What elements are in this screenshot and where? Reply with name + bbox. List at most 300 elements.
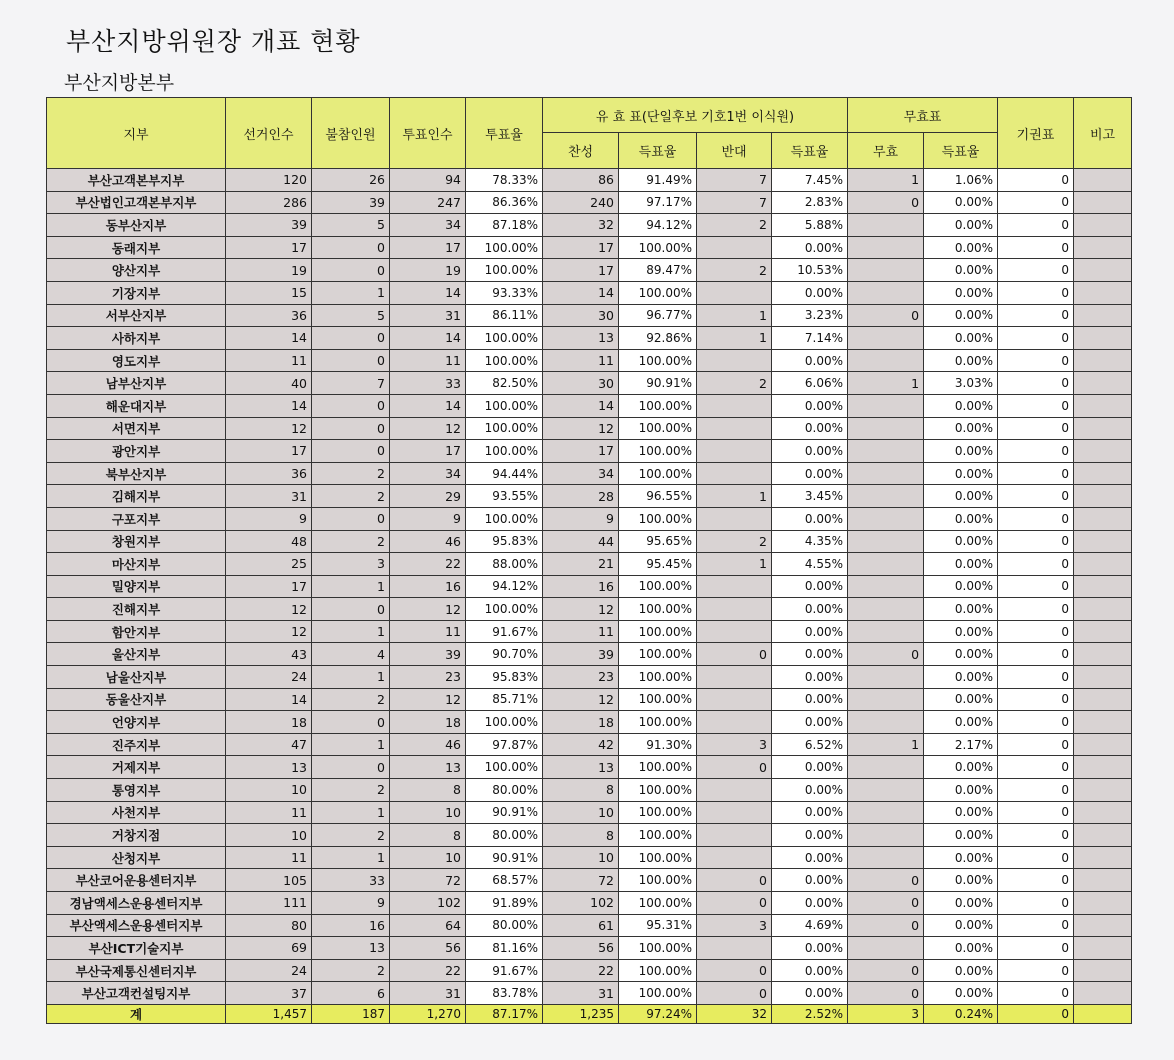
abstain-cell: 0 bbox=[998, 643, 1074, 666]
remarks-cell bbox=[1074, 892, 1132, 915]
branch-cell: 영도지부 bbox=[47, 349, 226, 372]
turnout-cell: 100.00% bbox=[466, 259, 543, 282]
invalid-rate-cell: 0.00% bbox=[924, 643, 998, 666]
electorate-cell: 120 bbox=[226, 169, 312, 192]
no-cell bbox=[697, 824, 772, 847]
yes-cell: 34 bbox=[543, 462, 619, 485]
yes-cell: 240 bbox=[543, 191, 619, 214]
abstain-cell: 0 bbox=[998, 349, 1074, 372]
non-voters-cell: 0 bbox=[312, 440, 390, 463]
header-abstain: 기권표 bbox=[998, 98, 1074, 169]
non-voters-cell: 5 bbox=[312, 214, 390, 237]
header-voters: 투표인수 bbox=[390, 98, 466, 169]
non-voters-cell: 2 bbox=[312, 462, 390, 485]
non-voters-cell: 2 bbox=[312, 688, 390, 711]
yes-cell: 14 bbox=[543, 281, 619, 304]
branch-cell: 밀양지부 bbox=[47, 575, 226, 598]
no-rate-cell: 6.06% bbox=[772, 372, 848, 395]
remarks-cell bbox=[1074, 440, 1132, 463]
invalid-rate-cell: 0.00% bbox=[924, 666, 998, 689]
branch-cell: 동부산지부 bbox=[47, 214, 226, 237]
abstain-cell: 0 bbox=[998, 982, 1074, 1005]
no-cell: 1 bbox=[697, 304, 772, 327]
no-cell bbox=[697, 507, 772, 530]
no-cell bbox=[697, 937, 772, 960]
turnout-cell: 80.00% bbox=[466, 914, 543, 937]
header-remarks: 비고 bbox=[1074, 98, 1132, 169]
yes-cell: 8 bbox=[543, 779, 619, 802]
non-voters-cell: 0 bbox=[312, 327, 390, 350]
no-rate-cell: 10.53% bbox=[772, 259, 848, 282]
remarks-cell bbox=[1074, 553, 1132, 576]
remarks-cell bbox=[1074, 259, 1132, 282]
yes-rate-cell: 100.00% bbox=[619, 937, 697, 960]
non-voters-cell: 3 bbox=[312, 553, 390, 576]
table-row bbox=[47, 507, 1132, 530]
branch-cell: 함안지부 bbox=[47, 620, 226, 643]
no-cell: 3 bbox=[697, 914, 772, 937]
electorate-cell: 14 bbox=[226, 327, 312, 350]
remarks-cell bbox=[1074, 959, 1132, 982]
no-cell: 7 bbox=[697, 191, 772, 214]
non-voters-cell: 0 bbox=[312, 756, 390, 779]
electorate-cell: 12 bbox=[226, 620, 312, 643]
invalid-cell bbox=[848, 575, 924, 598]
remarks-cell bbox=[1074, 620, 1132, 643]
remarks-cell bbox=[1074, 236, 1132, 259]
non-voters-cell: 2 bbox=[312, 530, 390, 553]
no-cell bbox=[697, 394, 772, 417]
non-voters-cell: 1 bbox=[312, 801, 390, 824]
yes-rate-cell: 100.00% bbox=[619, 779, 697, 802]
invalid-cell bbox=[848, 688, 924, 711]
remarks-cell bbox=[1074, 530, 1132, 553]
abstain-cell: 0 bbox=[998, 575, 1074, 598]
no-cell: 2 bbox=[697, 259, 772, 282]
no-rate-cell: 2.83% bbox=[772, 191, 848, 214]
no-cell bbox=[697, 801, 772, 824]
no-cell bbox=[697, 236, 772, 259]
yes-rate-cell: 92.86% bbox=[619, 327, 697, 350]
turnout-cell: 100.00% bbox=[466, 349, 543, 372]
no-rate-cell: 3.23% bbox=[772, 304, 848, 327]
table-row bbox=[47, 236, 1132, 259]
no-rate-cell: 0.00% bbox=[772, 620, 848, 643]
remarks-cell bbox=[1074, 417, 1132, 440]
electorate-cell: 24 bbox=[226, 959, 312, 982]
invalid-cell bbox=[848, 394, 924, 417]
electorate-cell: 80 bbox=[226, 914, 312, 937]
no-rate-cell: 0.00% bbox=[772, 801, 848, 824]
table-row bbox=[47, 259, 1132, 282]
turnout-cell: 95.83% bbox=[466, 530, 543, 553]
branch-cell: 서면지부 bbox=[47, 417, 226, 440]
no-rate-cell: 0.00% bbox=[772, 982, 848, 1005]
remarks-cell bbox=[1074, 214, 1132, 237]
invalid-cell bbox=[848, 598, 924, 621]
yes-cell: 61 bbox=[543, 914, 619, 937]
header-yes-rate: 득표율 bbox=[619, 133, 697, 169]
table-row bbox=[47, 620, 1132, 643]
non-voters-cell: 2 bbox=[312, 485, 390, 508]
voters-cell: 10 bbox=[390, 846, 466, 869]
invalid-cell bbox=[848, 349, 924, 372]
invalid-rate-cell: 0.00% bbox=[924, 349, 998, 372]
table-row bbox=[47, 327, 1132, 350]
yes-rate-cell: 100.00% bbox=[619, 394, 697, 417]
yes-cell: 72 bbox=[543, 869, 619, 892]
no-cell bbox=[697, 779, 772, 802]
non-voters-cell: 0 bbox=[312, 417, 390, 440]
non-voters-cell: 1 bbox=[312, 281, 390, 304]
turnout-cell: 100.00% bbox=[466, 598, 543, 621]
voters-cell: 8 bbox=[390, 824, 466, 847]
invalid-rate-cell: 0.00% bbox=[924, 530, 998, 553]
turnout-cell: 95.83% bbox=[466, 666, 543, 689]
invalid-cell bbox=[848, 327, 924, 350]
voters-cell: 19 bbox=[390, 259, 466, 282]
remarks-cell bbox=[1074, 349, 1132, 372]
no-cell: 1 bbox=[697, 553, 772, 576]
yes-rate-cell: 100.00% bbox=[619, 417, 697, 440]
invalid-cell bbox=[848, 824, 924, 847]
voters-cell: 33 bbox=[390, 372, 466, 395]
yes-rate-cell: 100.00% bbox=[619, 959, 697, 982]
table-row bbox=[47, 666, 1132, 689]
invalid-cell bbox=[848, 507, 924, 530]
invalid-rate-cell: 0.00% bbox=[924, 553, 998, 576]
header-row-1 bbox=[47, 98, 1132, 133]
invalid-cell bbox=[848, 779, 924, 802]
turnout-cell: 80.00% bbox=[466, 779, 543, 802]
invalid-rate-cell: 0.00% bbox=[924, 214, 998, 237]
turnout-cell: 100.00% bbox=[466, 711, 543, 734]
yes-rate-cell: 100.00% bbox=[619, 801, 697, 824]
electorate-cell: 69 bbox=[226, 937, 312, 960]
no-rate-cell: 3.45% bbox=[772, 485, 848, 508]
electorate-cell: 17 bbox=[226, 440, 312, 463]
no-rate-cell: 0.00% bbox=[772, 824, 848, 847]
remarks-cell bbox=[1074, 733, 1132, 756]
abstain-cell: 0 bbox=[998, 959, 1074, 982]
no-rate-cell: 0.00% bbox=[772, 666, 848, 689]
remarks-cell bbox=[1074, 327, 1132, 350]
invalid-cell: 1 bbox=[848, 169, 924, 192]
invalid-rate-cell: 0.00% bbox=[924, 982, 998, 1005]
no-cell: 0 bbox=[697, 869, 772, 892]
yes-rate-cell: 95.31% bbox=[619, 914, 697, 937]
non-voters-cell: 13 bbox=[312, 937, 390, 960]
electorate-cell: 12 bbox=[226, 417, 312, 440]
abstain-cell: 0 bbox=[998, 869, 1074, 892]
yes-cell: 12 bbox=[543, 598, 619, 621]
branch-cell: 울산지부 bbox=[47, 643, 226, 666]
yes-rate-cell: 100.00% bbox=[619, 846, 697, 869]
yes-rate-cell: 100.00% bbox=[619, 756, 697, 779]
no-rate-cell: 0.00% bbox=[772, 462, 848, 485]
invalid-cell: 1 bbox=[848, 733, 924, 756]
abstain-cell: 0 bbox=[998, 236, 1074, 259]
voters-cell: 46 bbox=[390, 530, 466, 553]
branch-cell: 마산지부 bbox=[47, 553, 226, 576]
no-rate-cell: 0.00% bbox=[772, 507, 848, 530]
yes-cell: 30 bbox=[543, 372, 619, 395]
abstain-cell: 0 bbox=[998, 1004, 1074, 1023]
non-voters-cell: 0 bbox=[312, 349, 390, 372]
section-title: 부산지방본부 bbox=[64, 72, 175, 94]
voters-cell: 12 bbox=[390, 417, 466, 440]
abstain-cell: 0 bbox=[998, 304, 1074, 327]
yes-cell: 23 bbox=[543, 666, 619, 689]
no-rate-cell: 5.88% bbox=[772, 214, 848, 237]
branch-cell: 기장지부 bbox=[47, 281, 226, 304]
no-cell: 0 bbox=[697, 982, 772, 1005]
header-valid-votes: 유 효 표(단일후보 기호1번 이식원) bbox=[543, 98, 848, 133]
no-rate-cell: 4.55% bbox=[772, 553, 848, 576]
remarks-cell bbox=[1074, 914, 1132, 937]
non-voters-cell: 1 bbox=[312, 846, 390, 869]
invalid-cell bbox=[848, 214, 924, 237]
yes-rate-cell: 100.00% bbox=[619, 688, 697, 711]
table-row bbox=[47, 440, 1132, 463]
branch-cell: 구포지부 bbox=[47, 507, 226, 530]
no-rate-cell: 0.00% bbox=[772, 575, 848, 598]
branch-cell: 창원지부 bbox=[47, 530, 226, 553]
header-non-voters: 불참인원 bbox=[312, 98, 390, 169]
branch-cell: 김해지부 bbox=[47, 485, 226, 508]
yes-rate-cell: 95.45% bbox=[619, 553, 697, 576]
yes-rate-cell: 100.00% bbox=[619, 507, 697, 530]
no-rate-cell: 0.00% bbox=[772, 779, 848, 802]
no-rate-cell: 0.00% bbox=[772, 281, 848, 304]
yes-rate-cell: 100.00% bbox=[619, 598, 697, 621]
header-no: 반대 bbox=[697, 133, 772, 169]
yes-cell: 31 bbox=[543, 982, 619, 1005]
non-voters-cell: 39 bbox=[312, 191, 390, 214]
remarks-cell bbox=[1074, 688, 1132, 711]
electorate-cell: 36 bbox=[226, 304, 312, 327]
yes-cell: 39 bbox=[543, 643, 619, 666]
abstain-cell: 0 bbox=[998, 214, 1074, 237]
non-voters-cell: 187 bbox=[312, 1004, 390, 1023]
no-rate-cell: 6.52% bbox=[772, 733, 848, 756]
table-body bbox=[47, 169, 1132, 1024]
voters-cell: 12 bbox=[390, 688, 466, 711]
invalid-rate-cell: 0.00% bbox=[924, 417, 998, 440]
no-rate-cell: 0.00% bbox=[772, 756, 848, 779]
yes-cell: 14 bbox=[543, 394, 619, 417]
vote-results-table bbox=[46, 97, 1132, 1024]
no-cell: 0 bbox=[697, 643, 772, 666]
voters-cell: 39 bbox=[390, 643, 466, 666]
yes-cell: 16 bbox=[543, 575, 619, 598]
voters-cell: 14 bbox=[390, 394, 466, 417]
yes-rate-cell: 100.00% bbox=[619, 892, 697, 915]
remarks-cell bbox=[1074, 937, 1132, 960]
yes-rate-cell: 100.00% bbox=[619, 575, 697, 598]
turnout-cell: 86.11% bbox=[466, 304, 543, 327]
voters-cell: 22 bbox=[390, 959, 466, 982]
no-rate-cell: 0.00% bbox=[772, 440, 848, 463]
no-cell bbox=[697, 417, 772, 440]
table-row bbox=[47, 530, 1132, 553]
voters-cell: 11 bbox=[390, 349, 466, 372]
invalid-cell bbox=[848, 937, 924, 960]
no-cell bbox=[697, 349, 772, 372]
branch-cell: 양산지부 bbox=[47, 259, 226, 282]
invalid-cell bbox=[848, 711, 924, 734]
turnout-cell: 94.12% bbox=[466, 575, 543, 598]
table-header bbox=[47, 98, 1132, 169]
voters-cell: 102 bbox=[390, 892, 466, 915]
electorate-cell: 10 bbox=[226, 779, 312, 802]
abstain-cell: 0 bbox=[998, 598, 1074, 621]
invalid-rate-cell: 0.00% bbox=[924, 191, 998, 214]
abstain-cell: 0 bbox=[998, 914, 1074, 937]
turnout-cell: 68.57% bbox=[466, 869, 543, 892]
turnout-cell: 100.00% bbox=[466, 236, 543, 259]
yes-rate-cell: 100.00% bbox=[619, 666, 697, 689]
voters-cell: 22 bbox=[390, 553, 466, 576]
invalid-rate-cell: 0.00% bbox=[924, 846, 998, 869]
table-row bbox=[47, 214, 1132, 237]
turnout-cell: 90.70% bbox=[466, 643, 543, 666]
turnout-cell: 93.33% bbox=[466, 281, 543, 304]
yes-rate-cell: 100.00% bbox=[619, 281, 697, 304]
no-cell bbox=[697, 711, 772, 734]
no-rate-cell: 0.00% bbox=[772, 892, 848, 915]
branch-cell: 해운대지부 bbox=[47, 394, 226, 417]
header-no-rate: 득표율 bbox=[772, 133, 848, 169]
yes-cell: 32 bbox=[543, 214, 619, 237]
yes-rate-cell: 100.00% bbox=[619, 869, 697, 892]
non-voters-cell: 0 bbox=[312, 259, 390, 282]
electorate-cell: 17 bbox=[226, 236, 312, 259]
voters-cell: 56 bbox=[390, 937, 466, 960]
table-row bbox=[47, 575, 1132, 598]
yes-cell: 10 bbox=[543, 846, 619, 869]
no-cell bbox=[697, 440, 772, 463]
no-cell bbox=[697, 598, 772, 621]
voters-cell: 64 bbox=[390, 914, 466, 937]
yes-rate-cell: 94.12% bbox=[619, 214, 697, 237]
non-voters-cell: 2 bbox=[312, 959, 390, 982]
voters-cell: 94 bbox=[390, 169, 466, 192]
yes-rate-cell: 97.24% bbox=[619, 1004, 697, 1023]
no-cell bbox=[697, 846, 772, 869]
electorate-cell: 17 bbox=[226, 575, 312, 598]
no-cell bbox=[697, 666, 772, 689]
remarks-cell bbox=[1074, 869, 1132, 892]
electorate-cell: 13 bbox=[226, 756, 312, 779]
no-cell: 2 bbox=[697, 530, 772, 553]
remarks-cell bbox=[1074, 281, 1132, 304]
branch-cell: 경남액세스운용센터지부 bbox=[47, 892, 226, 915]
branch-cell: 계 bbox=[47, 1004, 226, 1023]
invalid-rate-cell: 0.00% bbox=[924, 394, 998, 417]
invalid-cell: 0 bbox=[848, 982, 924, 1005]
voters-cell: 72 bbox=[390, 869, 466, 892]
voters-cell: 8 bbox=[390, 779, 466, 802]
no-cell: 1 bbox=[697, 485, 772, 508]
invalid-cell bbox=[848, 485, 924, 508]
invalid-cell: 0 bbox=[848, 643, 924, 666]
electorate-cell: 47 bbox=[226, 733, 312, 756]
abstain-cell: 0 bbox=[998, 666, 1074, 689]
yes-rate-cell: 100.00% bbox=[619, 440, 697, 463]
yes-cell: 11 bbox=[543, 349, 619, 372]
electorate-cell: 9 bbox=[226, 507, 312, 530]
turnout-cell: 100.00% bbox=[466, 417, 543, 440]
invalid-rate-cell: 0.00% bbox=[924, 462, 998, 485]
abstain-cell: 0 bbox=[998, 756, 1074, 779]
branch-cell: 부산액세스운용센터지부 bbox=[47, 914, 226, 937]
yes-cell: 18 bbox=[543, 711, 619, 734]
non-voters-cell: 1 bbox=[312, 733, 390, 756]
invalid-cell: 0 bbox=[848, 191, 924, 214]
voters-cell: 34 bbox=[390, 214, 466, 237]
non-voters-cell: 9 bbox=[312, 892, 390, 915]
no-cell: 32 bbox=[697, 1004, 772, 1023]
yes-cell: 1,235 bbox=[543, 1004, 619, 1023]
turnout-cell: 80.00% bbox=[466, 824, 543, 847]
electorate-cell: 11 bbox=[226, 349, 312, 372]
electorate-cell: 111 bbox=[226, 892, 312, 915]
yes-rate-cell: 96.55% bbox=[619, 485, 697, 508]
invalid-rate-cell: 0.00% bbox=[924, 869, 998, 892]
abstain-cell: 0 bbox=[998, 281, 1074, 304]
no-rate-cell: 0.00% bbox=[772, 349, 848, 372]
no-rate-cell: 7.14% bbox=[772, 327, 848, 350]
abstain-cell: 0 bbox=[998, 733, 1074, 756]
turnout-cell: 93.55% bbox=[466, 485, 543, 508]
non-voters-cell: 7 bbox=[312, 372, 390, 395]
table-row bbox=[47, 281, 1132, 304]
abstain-cell: 0 bbox=[998, 462, 1074, 485]
no-cell bbox=[697, 281, 772, 304]
invalid-rate-cell: 0.00% bbox=[924, 756, 998, 779]
electorate-cell: 105 bbox=[226, 869, 312, 892]
no-cell bbox=[697, 575, 772, 598]
table-row bbox=[47, 869, 1132, 892]
yes-cell: 44 bbox=[543, 530, 619, 553]
no-cell: 2 bbox=[697, 372, 772, 395]
yes-rate-cell: 100.00% bbox=[619, 236, 697, 259]
electorate-cell: 31 bbox=[226, 485, 312, 508]
no-cell bbox=[697, 620, 772, 643]
non-voters-cell: 5 bbox=[312, 304, 390, 327]
electorate-cell: 14 bbox=[226, 688, 312, 711]
abstain-cell: 0 bbox=[998, 259, 1074, 282]
yes-cell: 86 bbox=[543, 169, 619, 192]
no-rate-cell: 7.45% bbox=[772, 169, 848, 192]
turnout-cell: 91.67% bbox=[466, 959, 543, 982]
remarks-cell bbox=[1074, 372, 1132, 395]
voters-cell: 31 bbox=[390, 304, 466, 327]
yes-rate-cell: 100.00% bbox=[619, 982, 697, 1005]
non-voters-cell: 2 bbox=[312, 779, 390, 802]
abstain-cell: 0 bbox=[998, 191, 1074, 214]
electorate-cell: 18 bbox=[226, 711, 312, 734]
invalid-cell bbox=[848, 553, 924, 576]
electorate-cell: 15 bbox=[226, 281, 312, 304]
branch-cell: 동래지부 bbox=[47, 236, 226, 259]
abstain-cell: 0 bbox=[998, 824, 1074, 847]
abstain-cell: 0 bbox=[998, 620, 1074, 643]
table-row bbox=[47, 372, 1132, 395]
remarks-cell bbox=[1074, 169, 1132, 192]
non-voters-cell: 4 bbox=[312, 643, 390, 666]
